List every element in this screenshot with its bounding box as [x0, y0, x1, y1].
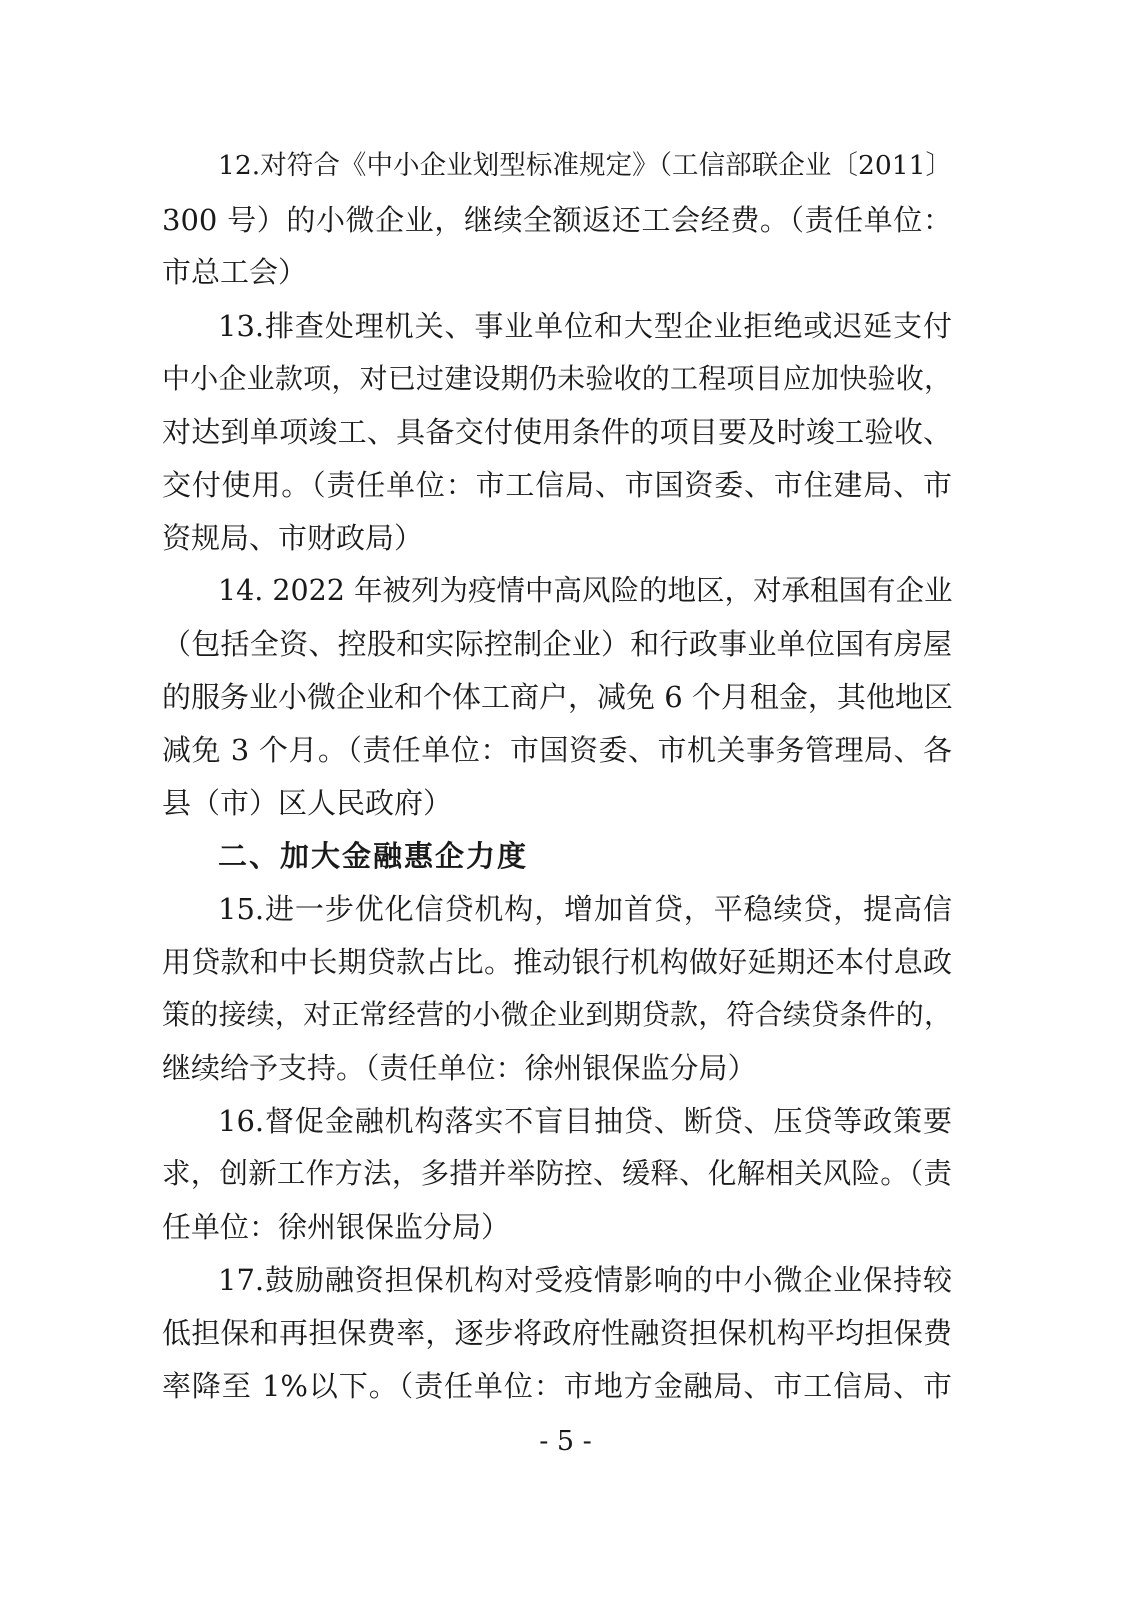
- item-15-line-4: 继续给予支持。（责任单位：徐州银保监分局）: [162, 1051, 757, 1085]
- item-13-line-1: 13.排查处理机关、事业单位和大型企业拒绝或迟延支付: [218, 309, 952, 343]
- item-13-line-5: 资规局、市财政局）: [162, 521, 424, 555]
- item-12-line-1: 12.对符合《中小企业划型标准规定》（工信部联企业〔2011〕: [218, 150, 952, 181]
- item-14-line-3: 的服务业小微企业和个体工商户，减免 6 个月租金，其他地区: [162, 680, 953, 714]
- item-13-line-2: 中小企业款项，对已过建设期仍未验收的工程项目应加快验收，: [162, 362, 952, 395]
- item-14-line-5: 县（市）区人民政府）: [162, 786, 453, 820]
- section-heading: 二、加大金融惠企力度: [218, 839, 529, 873]
- item-16-line-1: 16.督促金融机构落实不盲目抽贷、断贷、压贷等政策要: [218, 1104, 952, 1138]
- item-13-line-4: 交付使用。（责任单位：市工信局、市国资委、市住建局、市: [162, 468, 952, 502]
- item-12-line-3: 市总工会）: [162, 255, 308, 289]
- item-17-line-1: 17.鼓励融资担保机构对受疫情影响的中小微企业保持较: [218, 1263, 952, 1297]
- item-12-line-2: 300 号）的小微企业，继续全额返还工会经费。（责任单位：: [162, 203, 952, 237]
- item-15-line-2: 用贷款和中长期贷款占比。推动银行机构做好延期还本付息政: [162, 945, 952, 979]
- item-13-line-3: 对达到单项竣工、具备交付使用条件的项目要及时竣工验收、: [162, 415, 952, 449]
- item-14-line-1: 14. 2022 年被列为疫情中高风险的地区，对承租国有企业: [218, 574, 953, 607]
- page-number: - 5 -: [539, 1426, 592, 1457]
- item-16-line-2: 求，创新工作方法，多措并举防控、缓释、化解相关风险。（责: [162, 1157, 952, 1190]
- item-17-line-2: 低担保和再担保费率，逐步将政府性融资担保机构平均担保费: [162, 1316, 952, 1350]
- item-15-line-1: 15.进一步优化信贷机构，增加首贷，平稳续贷，提高信: [218, 892, 952, 926]
- item-14-line-2: （包括全资、控股和实际控制企业）和行政事业单位国有房屋: [162, 627, 952, 661]
- item-16-line-3: 任单位：徐州银保监分局）: [162, 1210, 511, 1244]
- item-14-line-4: 减免 3 个月。（责任单位：市国资委、市机关事务管理局、各: [162, 733, 952, 767]
- item-15-line-3: 策的接续，对正常经营的小微企业到期贷款，符合续贷条件的，: [162, 998, 952, 1031]
- item-17-line-3: 率降至 1%以下。（责任单位：市地方金融局、市工信局、市: [162, 1369, 952, 1403]
